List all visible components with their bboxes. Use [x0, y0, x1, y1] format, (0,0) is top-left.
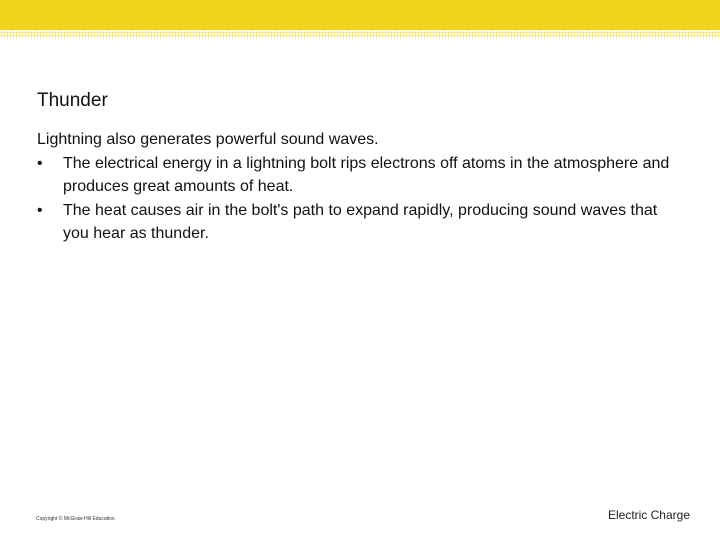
copyright-notice: Copyright © McGraw-Hill Education — [36, 516, 115, 522]
intro-text: Lightning also generates powerful sound waves. — [37, 131, 379, 148]
header-band — [0, 0, 720, 30]
bullet-marker: • — [37, 154, 43, 172]
header-dither — [0, 28, 720, 38]
slide-title: Thunder — [37, 90, 108, 111]
bullet-text: The electrical energy in a lightning bolt rips electrons off atoms in the atmosphere and produces great amounts of heat. — [63, 154, 670, 195]
bullet-text: The heat causes air in the bolt's path to expand rapidly, producing sound waves that you hear as thunder. — [63, 201, 658, 242]
footer-topic-label: Electric Charge — [607, 508, 690, 522]
bullet-item — [37, 199, 687, 246]
bullet-item — [37, 152, 687, 199]
slide-body — [37, 128, 687, 246]
bullet-marker: • — [37, 201, 43, 219]
